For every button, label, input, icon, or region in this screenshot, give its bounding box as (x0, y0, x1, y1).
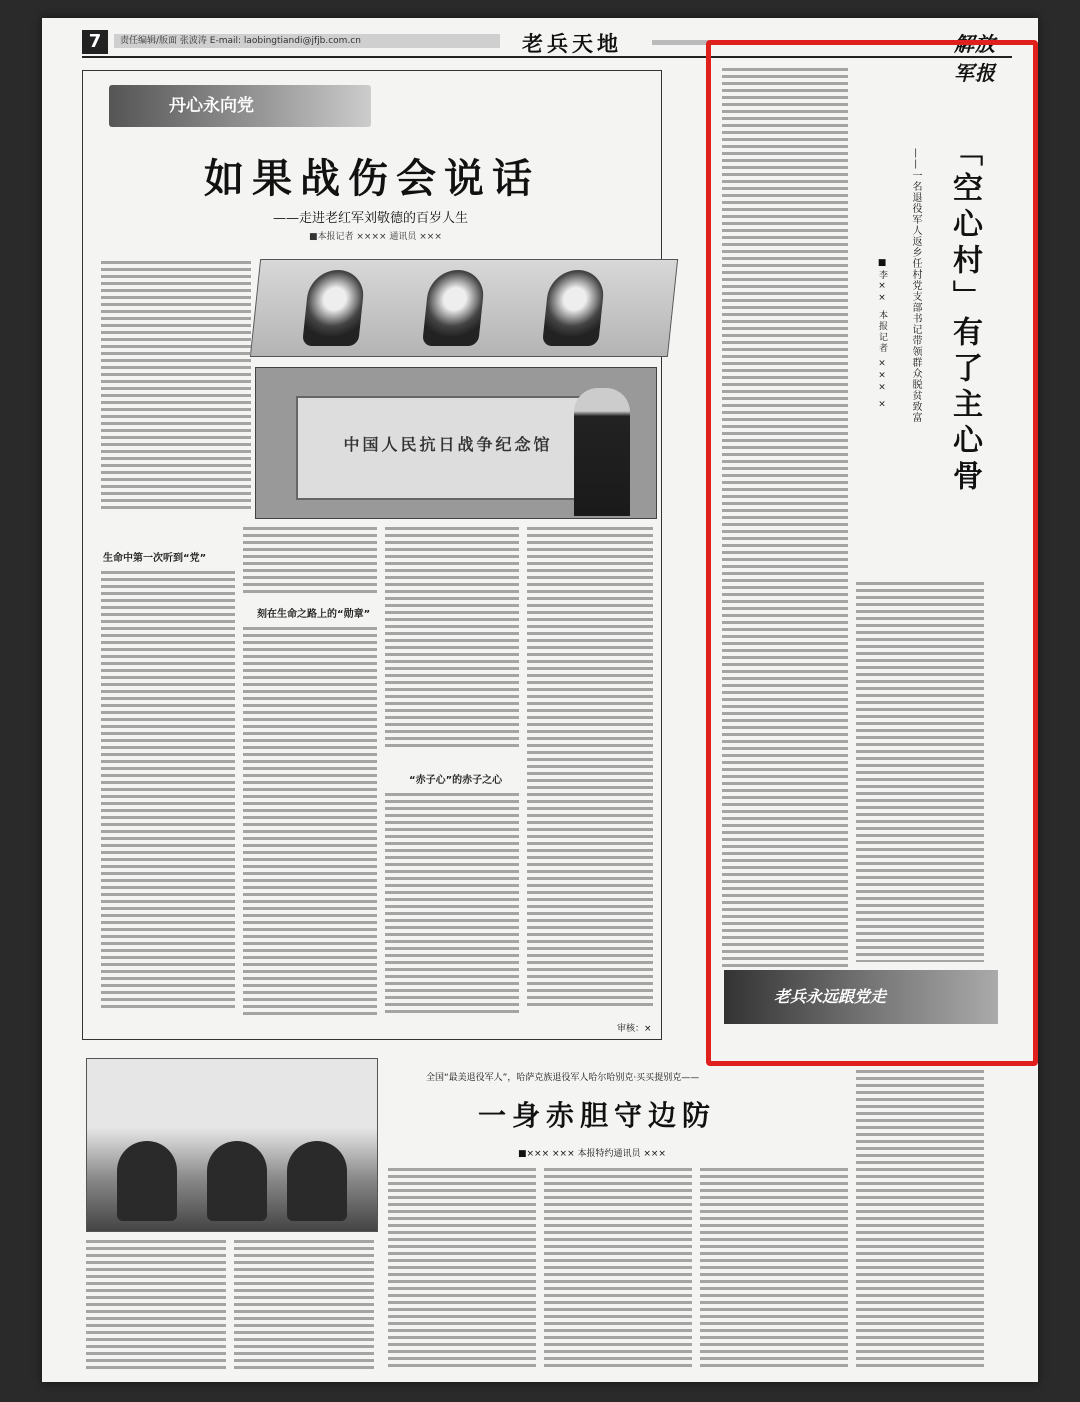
veteran-figure (574, 388, 630, 516)
text-column-2a (243, 527, 377, 597)
text-column-3a (385, 527, 519, 747)
bottom-headline: 一身赤胆守边防 (478, 1099, 717, 1132)
subhead-2: 刻在生命之路上的“勋章” (257, 609, 371, 620)
rider-2 (207, 1141, 267, 1221)
text-column-2b (243, 627, 377, 1017)
bottom-kicker: 全国“最美退役军人”，哈萨克族退役军人哈尔哈别克·买买提别克—— (426, 1073, 700, 1083)
museum-sign: 中国人民抗日战争纪念馆 (343, 435, 553, 454)
header-bar: 责任编辑/版面 张波涛 E-mail: laobingtiandi@jfjb.com.cn (114, 34, 500, 48)
column-banner: 丹心永向党 (109, 85, 371, 127)
bottom-text-column-4 (544, 1168, 692, 1368)
subhead-1: 生命中第一次听到“党” (103, 553, 207, 564)
feature-title: 「空心村」有了主心骨 (947, 136, 982, 496)
rider-1 (117, 1141, 177, 1221)
byline: ■本报记者 ×××× 通讯员 ××× (309, 232, 442, 242)
subheadline: ——走进老红军刘敬德的百岁人生 (273, 211, 469, 226)
portrait-young (302, 270, 366, 346)
text-column-1 (101, 571, 235, 1011)
page-number: 7 (82, 30, 108, 54)
text-column-4 (527, 527, 653, 1007)
feature-subtitle: ——一名退役军人返乡任村党支部书记带领群众脱贫致富 (910, 148, 921, 423)
museum-photo (255, 367, 657, 519)
text-column-intro (101, 261, 251, 511)
bottom-text-column-2 (234, 1240, 374, 1370)
masthead-logo: 解放军报 (954, 32, 996, 85)
feature-text-column-3 (856, 1070, 984, 1370)
feature-byline: ■李×× 本报记者 ××× × (877, 258, 887, 412)
bottom-text-column-5 (700, 1168, 848, 1368)
section-title: 老兵天地 (522, 32, 622, 56)
bottom-byline: ■××× ××× 本报特约通讯员 ××× (518, 1149, 666, 1159)
headline: 如果战伤会说话 (204, 156, 540, 202)
museum-building (296, 396, 600, 500)
highlight-frame (706, 40, 1038, 1066)
portrait-photo (250, 259, 678, 357)
rider-3 (287, 1141, 347, 1221)
subhead-3: “赤子心”的赤子之心 (409, 775, 503, 786)
portrait-old (542, 270, 606, 346)
signoff: 审核：× (617, 1024, 652, 1034)
bottom-text-column-3 (388, 1168, 536, 1368)
newspaper-page (42, 18, 1038, 1382)
text-column-3b (385, 793, 519, 1017)
main-article (82, 70, 662, 1040)
feature-banner: 老兵永远跟党走 (724, 970, 998, 1024)
border-patrol-photo (86, 1058, 378, 1232)
portrait-middle (422, 270, 486, 346)
bottom-text-column-1 (86, 1240, 226, 1370)
